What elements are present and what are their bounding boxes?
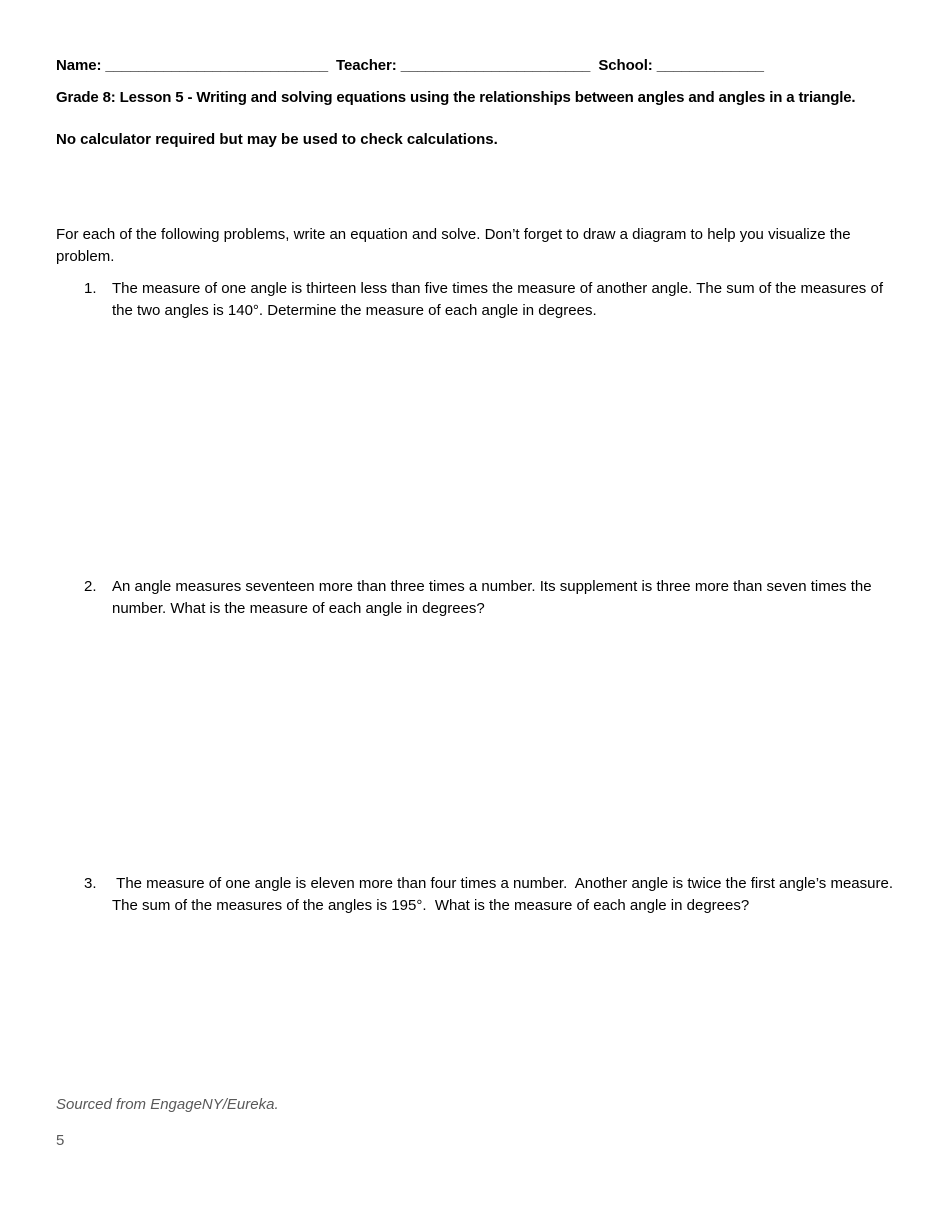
problem-2 — [84, 576, 894, 620]
problem-3 — [84, 873, 902, 917]
name-field: Name: ___________________________ — [56, 57, 328, 74]
problem-text: An angle measures seventeen more than three times a number. Its supplement is three more than seven times the number. What is the measure of each angle in degrees? — [112, 578, 872, 617]
problem-number: 1. — [84, 280, 97, 297]
school-field: School: _____________ — [598, 57, 764, 74]
header-fields — [56, 57, 768, 74]
lesson-title: Grade 8: Lesson 5 - Writing and solving equations using the relationships between angles and angles in a triangle. — [56, 89, 856, 106]
calculator-note: No calculator required but may be used to check calculations. — [56, 131, 498, 148]
page-number: 5 — [56, 1132, 65, 1149]
problem-number: 2. — [84, 578, 97, 595]
source-attribution: Sourced from EngageNY/Eureka. — [56, 1096, 279, 1113]
problem-text: The measure of one angle is eleven more than four times a number. Another angle is twice the first angle’s measure. The sum of the measures of the angles is 195°. What is the measure of each angle in degrees? — [112, 875, 902, 914]
instructions: For each of the following problems, write an equation and solve. Don’t forget to draw a diagram to help you visualize the problem. — [56, 226, 851, 265]
problem-1 — [84, 278, 894, 322]
problem-number: 3. — [84, 875, 97, 892]
teacher-field: Teacher: _______________________ — [336, 57, 591, 74]
problem-text: The measure of one angle is thirteen less than five times the measure of another angle. The sum of the measures of the two angles is 140°. Determine the measure of each angle in degrees. — [112, 280, 883, 319]
